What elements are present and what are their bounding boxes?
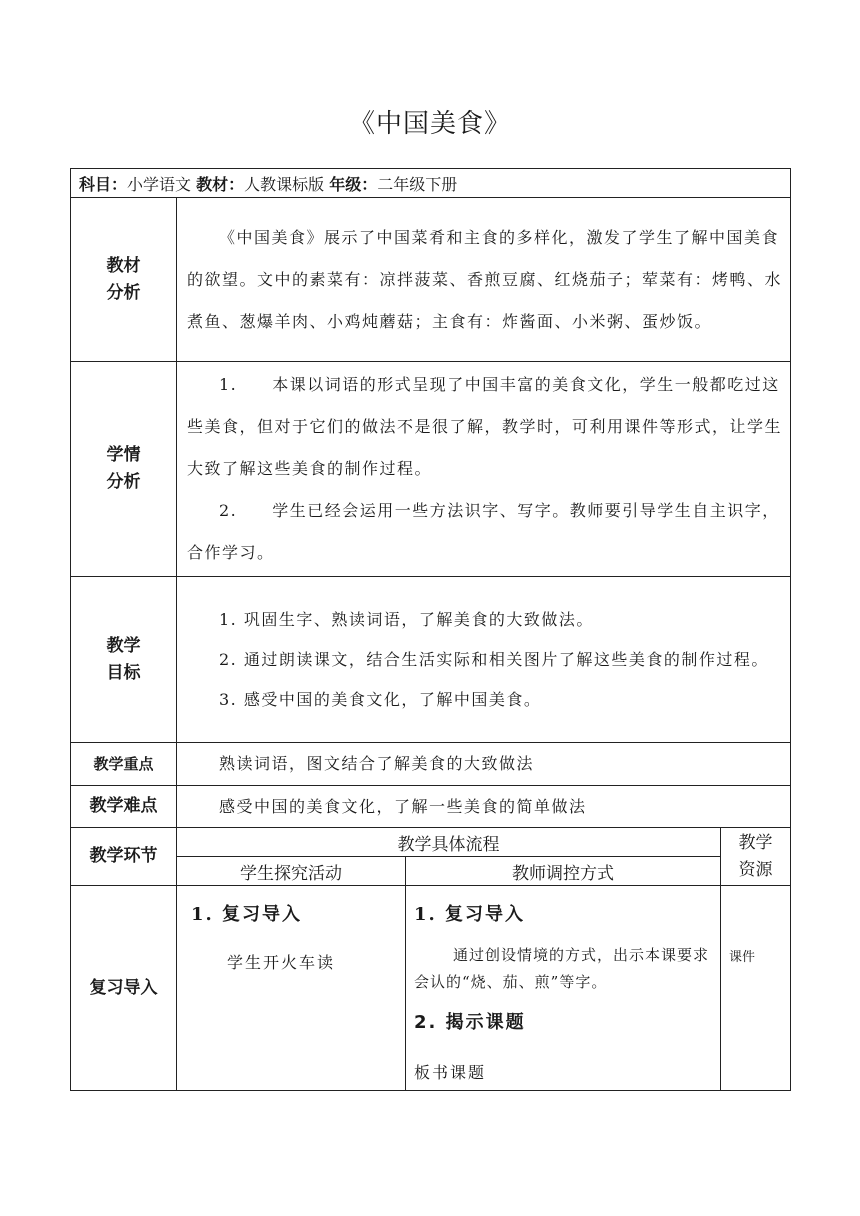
process-header-row-1 [71,828,791,857]
difficulty-row [71,786,791,828]
meta-row [71,169,791,198]
process-header-row-2 [71,857,791,886]
review-student-title: 1. 复习导入 [191,904,303,925]
key-point-text-cell [177,743,791,786]
learner-text-cell [177,362,791,577]
review-row [71,886,791,1091]
learner-row [71,362,791,577]
review-resource-text: 课件 [729,950,756,965]
difficulty-text-cell [177,786,791,828]
review-student-text: 学生开火车读 [227,953,336,972]
key-point-label: 教学重点 [71,743,177,786]
review-label: 复习导入 [71,886,177,1091]
learner-item-2: 2. 学生已经会运用一些方法识字、写字。教师要引导学生自主识字，合作学习。 [187,501,780,562]
subject-value: 小学语文 [127,174,192,194]
page-title: 《中国美食》 [348,109,511,139]
analysis-text: 《中国美食》展示了中国菜肴和主食的多样化，激发了学生了解中国美食的欲望。文中的素菜有：凉拌菠菜、香煎豆腐、红烧茄子；荤菜有：烤鸭、水煮鱼、葱爆羊肉、小鸡炖蘑菇；主食有：炸酱面、小米粥、蛋炒饭。 [187,227,783,331]
material-label: 教材： [196,174,245,194]
review-teacher-text-2: 板书课题 [414,1063,487,1082]
review-teacher-title-2: 2. 揭示课题 [414,1012,526,1033]
goal-item-2: 2. 通过朗读课文，结合生活实际和相关图片了解这些美食的制作过程。 [219,649,769,669]
meta-cell [71,169,791,198]
goals-label: 教学 目标 [71,577,177,743]
review-teacher-text-1: 通过创设情境的方式，出示本课要求会认的“烧、茄、煎”等字。 [414,946,710,991]
student-header: 学生探究活动 [177,857,406,886]
teacher-header: 教师调控方式 [406,857,721,886]
lesson-plan-table [70,168,791,1091]
analysis-row [71,198,791,362]
review-teacher-title-1: 1. 复习导入 [414,904,526,925]
review-resource-cell [721,886,791,1091]
goals-text-cell [177,577,791,743]
difficulty-text: 感受中国的美食文化，了解一些美食的简单做法 [219,796,587,816]
review-student-cell [177,886,406,1091]
key-point-text: 熟读词语，图文结合了解美食的大致做法 [219,754,535,773]
grade-value: 二年级下册 [377,174,458,194]
goal-item-3: 3. 感受中国的美食文化，了解中国美食。 [219,689,542,709]
learner-label: 学情 分析 [71,362,177,577]
goals-row [71,577,791,743]
analysis-text-cell [177,198,791,362]
process-label: 教学环节 [71,828,177,886]
grade-label: 年级： [329,174,378,194]
resource-header: 教学 资源 [721,828,791,886]
material-value: 人教课标版 [244,174,325,194]
learner-item-1: 1. 本课以词语的形式呈现了中国丰富的美食文化，学生一般都吃过这些美食，但对于它们的做法不是很了解，教学时，可利用课件等形式，让学生大致了解这些美食的制作过程。 [187,375,783,478]
goal-item-1: 1. 巩固生字、熟读词语，了解美食的大致做法。 [219,609,594,629]
review-teacher-cell [406,886,721,1091]
difficulty-label: 教学难点 [71,786,177,828]
subject-label: 科目： [79,174,128,194]
analysis-label: 教材 分析 [71,198,177,362]
flow-header: 教学具体流程 [177,828,721,857]
key-point-row [71,743,791,786]
